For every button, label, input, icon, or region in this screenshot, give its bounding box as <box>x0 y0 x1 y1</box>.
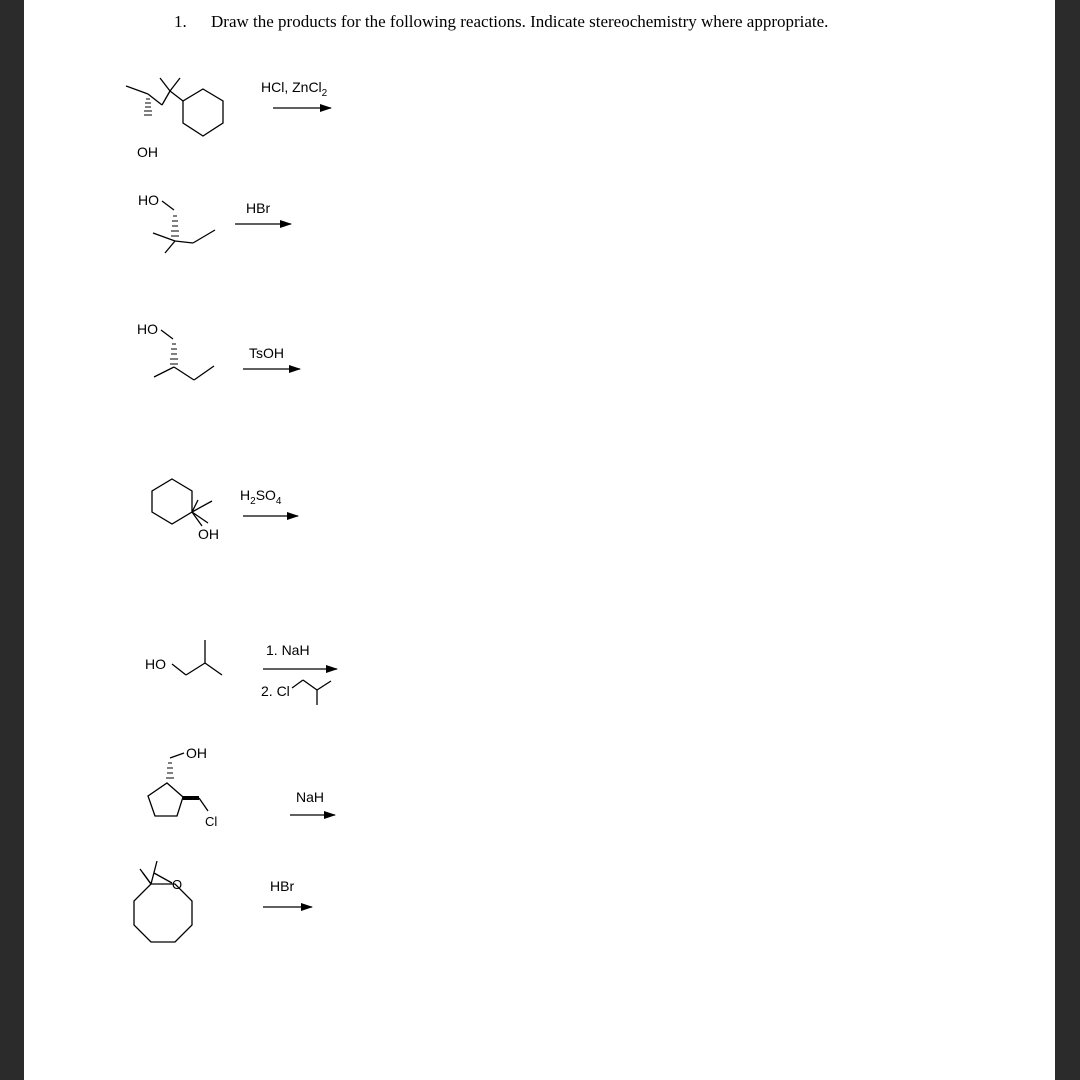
reaction-3-substrate <box>154 330 214 380</box>
reaction-6-chloro-label: Cl <box>205 814 218 829</box>
reaction-1-substrate <box>126 78 223 136</box>
reaction-6-substrate <box>148 753 208 816</box>
reaction-2 <box>138 192 291 253</box>
reaction-7-oxygen-label: O <box>172 877 183 892</box>
reaction-7-substrate <box>134 861 192 942</box>
reaction-3-hydroxyl-label: HO <box>137 321 158 337</box>
reaction-5 <box>145 640 337 705</box>
reaction-2-substrate <box>153 201 215 253</box>
reaction-1-hydroxyl-label: OH <box>137 144 158 160</box>
reaction-7-reagent: HBr <box>270 878 295 894</box>
reaction-3 <box>137 321 300 380</box>
reaction-7 <box>134 861 312 942</box>
reaction-4-hydroxyl-label: OH <box>198 526 219 542</box>
reaction-4-reagent: $H_2SO_4$ <box>240 487 282 507</box>
reaction-5-substrate <box>172 640 222 675</box>
reaction-1 <box>126 78 331 160</box>
question-number: 1. <box>174 12 187 31</box>
reaction-5-reagent-step2: 2. Cl <box>261 683 290 699</box>
reaction-4-substrate <box>152 479 212 526</box>
reaction-6-hydroxyl-label: OH <box>186 745 207 761</box>
reaction-6 <box>148 745 335 829</box>
reaction-6-reagent: NaH <box>296 789 325 805</box>
reaction-4 <box>152 479 298 542</box>
reaction-3-reagent: TsOH <box>249 345 284 361</box>
reaction-2-hydroxyl-label: HO <box>138 192 159 208</box>
question-text: Draw the products for the following reactions. Indicate stereochemistry where appropriate. <box>211 12 829 31</box>
reaction-2-reagent: HBr <box>246 200 271 216</box>
reaction-5-alkyl-chloride <box>292 680 331 705</box>
reaction-5-hydroxyl-label: HO <box>145 656 166 672</box>
reaction-1-reagent: HCl, ZnCl$_2$ <box>261 79 328 99</box>
reaction-5-reagent-step1: 1. NaH <box>266 642 310 658</box>
